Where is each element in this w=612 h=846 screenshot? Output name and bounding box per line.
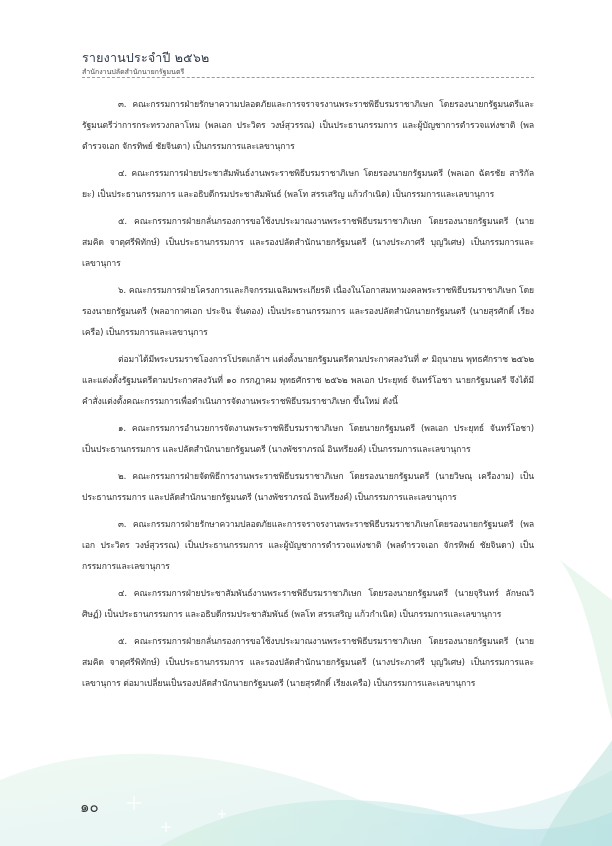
paragraph: ๖. คณะกรรมการฝ่ายโครงการและกิจกรรมเฉลิมพระเกียรติ เนื่องในโอกาสมหามงคลพระราชพิธีบรมราชาภิเษก โดยรองนายกรัฐมนตรี (พลอากาศเอก ประจิน จั่นตอง) เป็นประธานกรรมการ และรองปลัดสำนักนายกรัฐมนตรี (นายสุรศักดิ์ เรียงเครือ) เป็นกรรมการและเลขานุการ bbox=[82, 286, 534, 338]
page-header bbox=[82, 50, 532, 77]
paragraph: ๔. คณะกรรมการฝ่ายประชาสัมพันธ์งานพระราชพิธีบรมราชาภิเษก โดยรองนายกรัฐมนตรี (นายจุรินทร์ ลักษณวิศิษฏ์) เป็นประธานกรรมการ และอธิบดีกรมประชาสัมพันธ์ (พลโท สรรเสริญ แก้วกำเนิด) เป็นกรรมการและเลขานุการ bbox=[82, 589, 534, 620]
header-divider bbox=[82, 77, 534, 78]
paragraph: ๒. คณะกรรมการฝ่ายจัดพิธีการงานพระราชพิธีบรมราชาภิเษก โดยรองนายกรัฐมนตรี (นายวิษณุ เครืองาม) เป็นประธานกรรมการ และปลัดสำนักนายกรัฐมนตรี (นางพัชราภรณ์ อินทรียงค์) เป็นกรรมการและเลขานุการ bbox=[82, 472, 534, 503]
page-number: ๑๐ bbox=[80, 798, 99, 816]
paragraph: ต่อมาได้มีพระบรมราชโองการโปรดเกล้าฯ แต่งตั้งนายกรัฐมนตรีตามประกาศลงวันที่ ๙ มิถุนายน พุทธศักราช ๒๕๖๒ และแต่งตั้งรัฐมนตรีตามประกาศลงวันที่ ๑๐ กรกฎาคม พุทธศักราช ๒๕๖๒ พลเอก ประยุทธ์ จันทร์โอชา นายกรัฐมนตรี จึงได้มีคำสั่งแต่งตั้งคณะกรรมการเพื่อดำเนินการจัดงานพระราชพิธีบรมราชาภิเษก ขึ้นใหม่ ดังนี้ bbox=[82, 355, 534, 407]
paragraph: ๓. คณะกรรมการฝ่ายรักษาความปลอดภัยและการจราจรงานพระราชพิธีบรมราชาภิเษกโดยรองนายกรัฐมนตรี (พลเอก ประวิตร วงษ์สุวรรณ) เป็นประธานกรรมการ และผู้บัญชาการตำรวจแห่งชาติ (พลตำรวจเอก จักรทิพย์ ชัยจินดา) เป็นกรรมการและเลขานุการ bbox=[82, 520, 534, 572]
paragraph: ๕. คณะกรรมการฝ่ายกลั่นกรองการขอใช้งบประมาณงานพระราชพิธีบรมราชาภิเษก โดยรองนายกรัฐมนตรี (นายสมคิด จาตุศรีพิทักษ์) เป็นประธานกรรมการ และรองปลัดสำนักนายกรัฐมนตรี (นางประภาศรี บุญวิเศษ) เป็นกรรมการและเลขานุการ ต่อมาเปลี่ยนเป็นรองปลัดสำนักนายกรัฐมนตรี (นายสุรศักดิ์ เรียงเครือ) เป็นกรรมการและเลขานุการ bbox=[82, 637, 534, 689]
paragraph: ๕. คณะกรรมการฝ่ายกลั่นกรองการขอใช้งบประมาณงานพระราชพิธีบรมราชาภิเษก โดยรองนายกรัฐมนตรี (นายสมคิด จาตุศรีพิทักษ์) เป็นประธานกรรมการ และรองปลัดสำนักนายกรัฐมนตรี (นางประภาศรี บุญวิเศษ) เป็นกรรมการและเลขานุการ bbox=[82, 217, 534, 269]
paragraph: ๔. คณะกรรมการฝ่ายประชาสัมพันธ์งานพระราชพิธีบรมราชาภิเษก โดยรองนายกรัฐมนตรี (พลเอก ฉัตรชัย สาริกัลยะ) เป็นประธานกรรมการ และอธิบดีกรมประชาสัมพันธ์ (พลโท สรรเสริญ แก้วกำเนิด) เป็นกรรมการและเลขานุการ bbox=[82, 169, 534, 200]
report-title: รายงานประจำปี ๒๕๖๒ bbox=[82, 50, 210, 65]
paragraph: ๑. คณะกรรมการอำนวยการจัดงานพระราชพิธีบรมราชาภิเษก โดยนายกรัฐมนตรี (พลเอก ประยุทธ์ จันทร์โอชา) เป็นประธานกรรมการ และปลัดสำนักนายกรัฐมนตรี (นางพัชราภรณ์ อินทรียงค์) เป็นกรรมการและเลขานุการ bbox=[82, 424, 534, 455]
paragraph: ๓. คณะกรรมการฝ่ายรักษาความปลอดภัยและการจราจรงานพระราชพิธีบรมราชาภิเษก โดยรองนายกรัฐมนตรีและรัฐมนตรีว่าการกระทรวงกลาโหม (พลเอก ประวิตร วงษ์สุวรรณ) เป็นประธานกรรมการ และผู้บัญชาการตำรวจแห่งชาติ (พลตำรวจเอก จักรทิพย์ ชัยจินดา) เป็นกรรมการและเลขานุการ bbox=[82, 100, 534, 152]
organization-name: สำนักงานปลัดสำนักนายกรัฐมนตรี bbox=[82, 68, 185, 76]
document-body bbox=[82, 95, 534, 701]
